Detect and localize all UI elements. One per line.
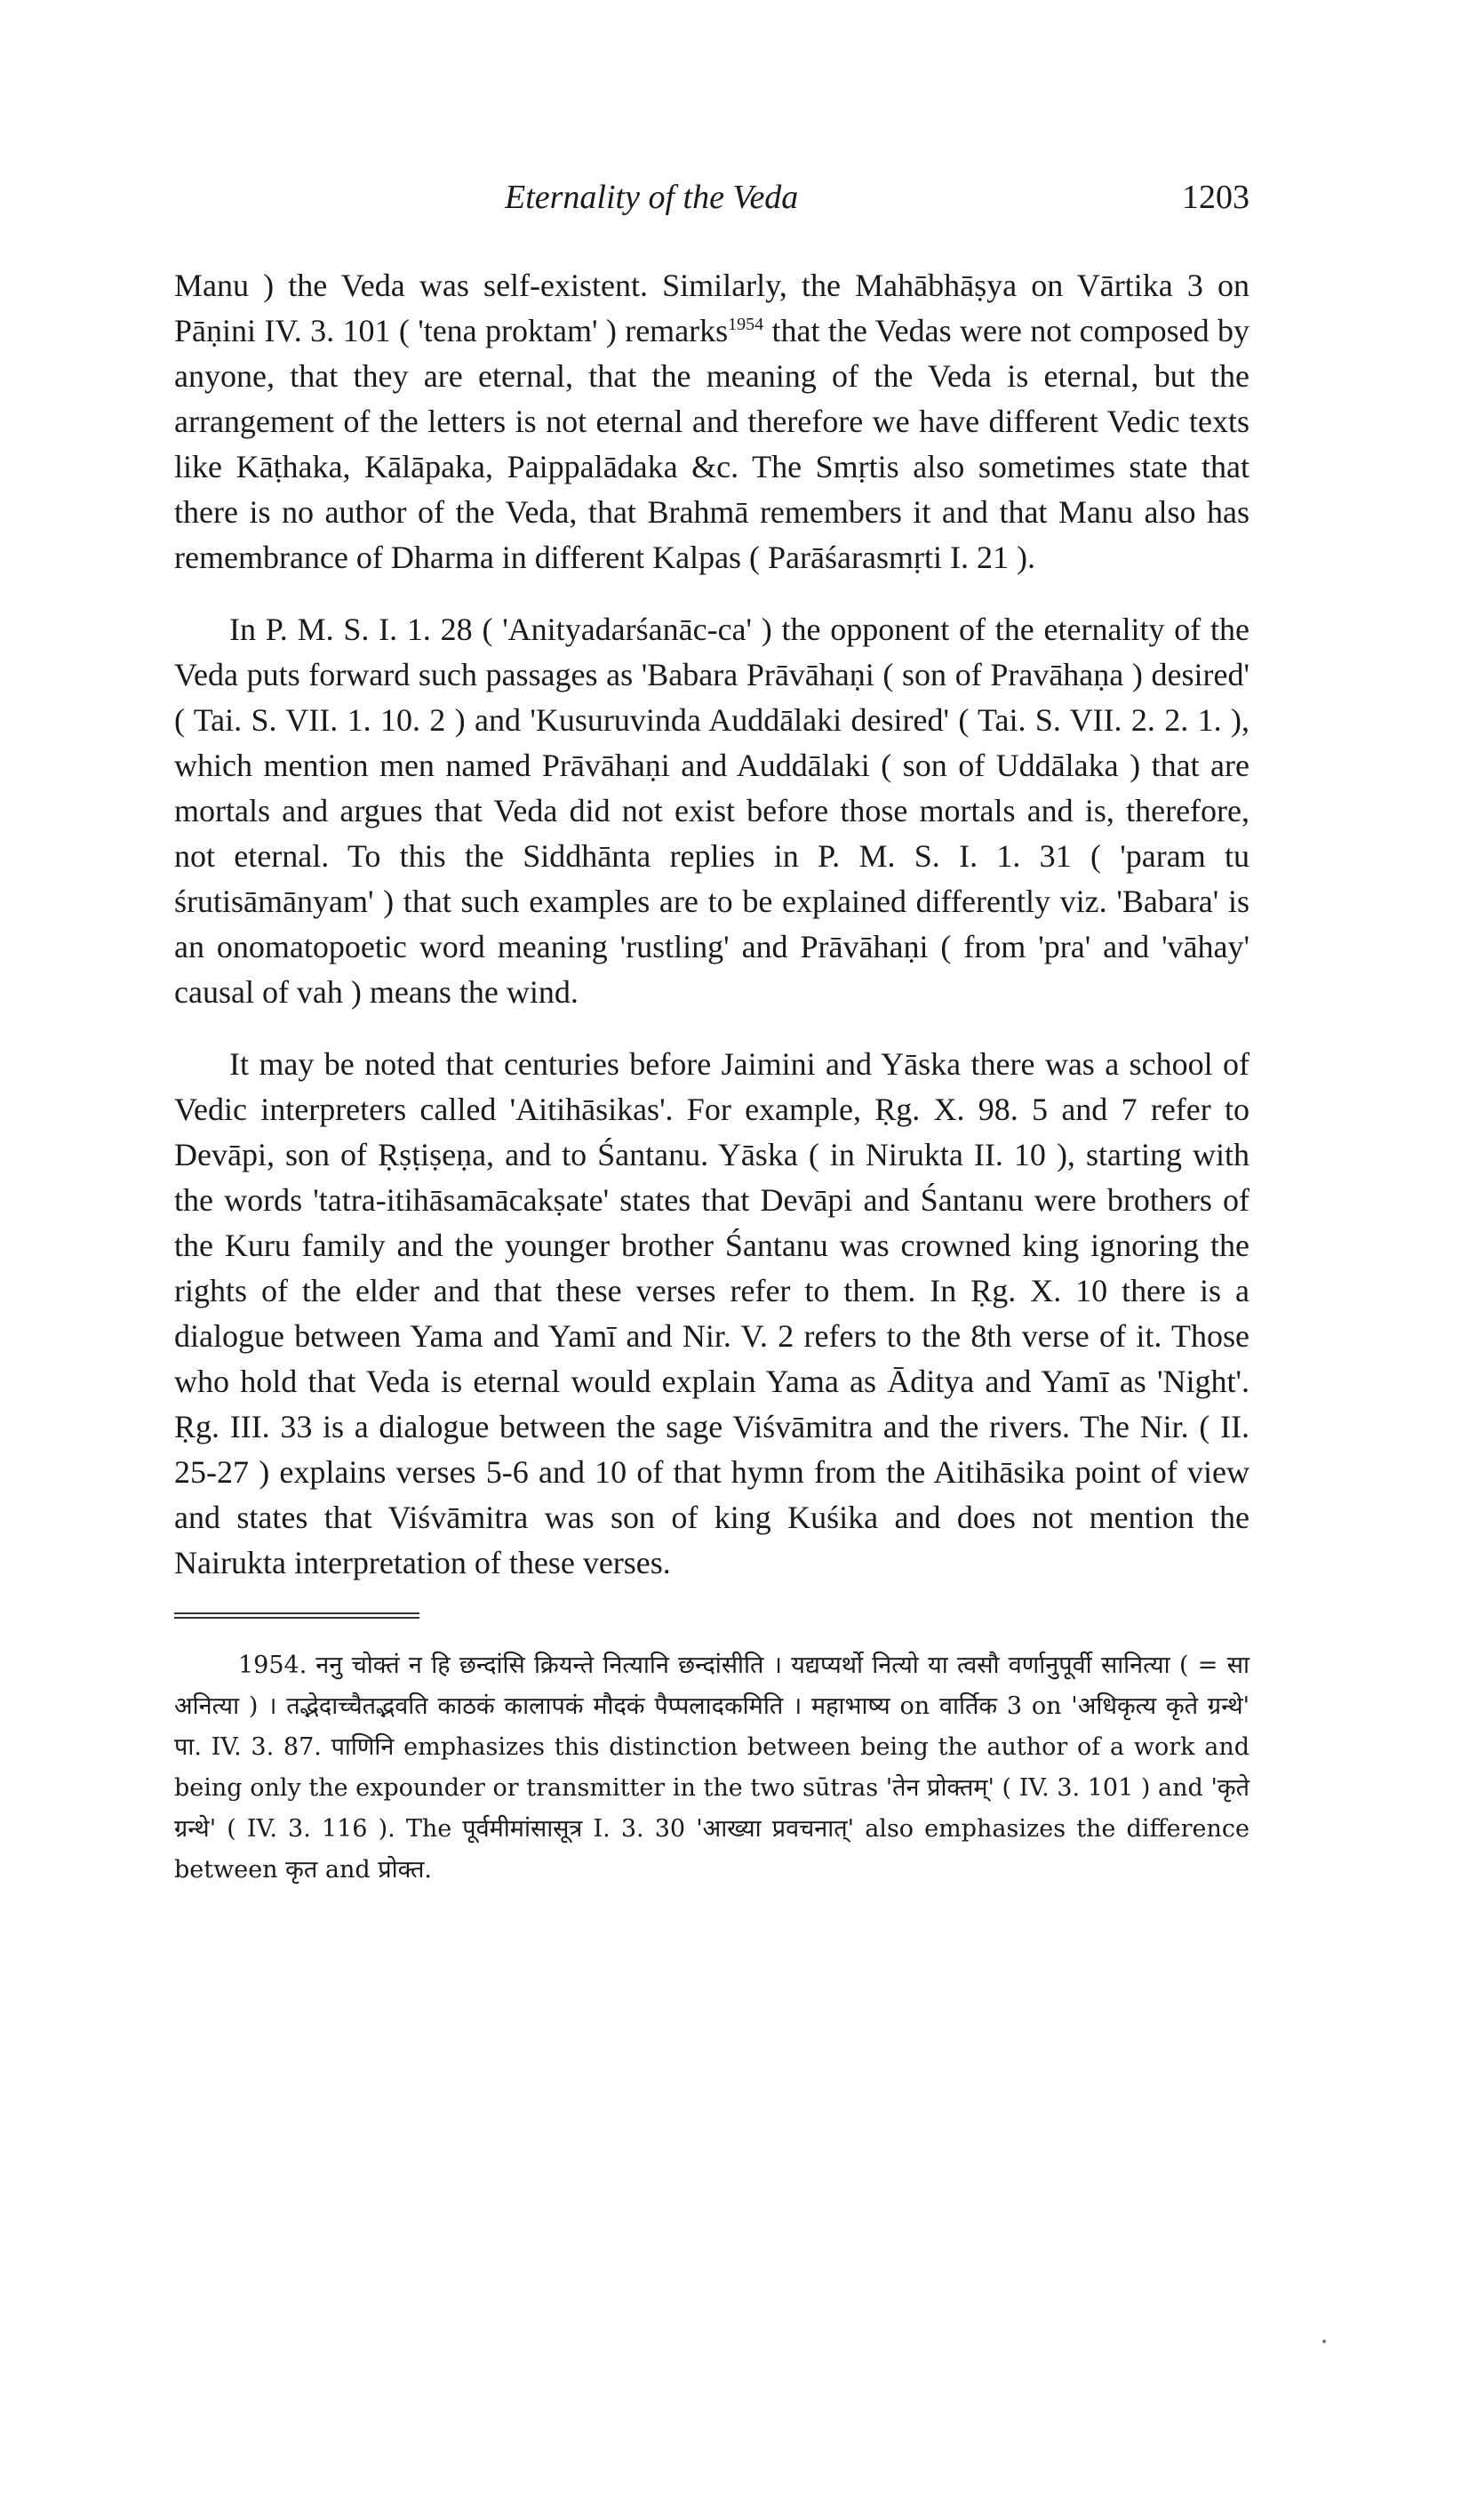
paragraph-1-text-a: Manu ) the Veda was self-existent. Similarly, the Mahābhāṣya on Vārtika 3 on Pāṇini IV. 3. 101 ( 'tena proktam' ) remarks bbox=[174, 268, 1249, 348]
footnote-text: ननु चोक्तं न हि छन्दांसि क्रियन्ते नित्यानि छन्दांसीति । यद्यप्यर्थो नित्यो या त्वसौ वर्णानुपूर्वी सानित्या ( = सा अनित्या ) । तद्भेदाच्चैतद्भवति काठकं कालापकं मौदकं पैप्पलादकमिति । महाभाष्य on वार्तिक 3 on 'अधिकृत्य कृते ग्रन्थे' पा. IV. 3. 87. पाणिनि emphasizes this distinction between being the author of a work and being only the expounder or transmitter in the two sūtras 'तेन प्रोक्तम्' ( IV. 3. 101 ) and 'कृते ग्रन्थे' ( IV. 3. 116 ). The पूर्वमीमांसासूत्र I. 3. 30 'आख्या प्रवचनात्' also emphasizes the difference between कृत and प्रोक्त. bbox=[174, 1652, 1249, 1884]
footnote bbox=[174, 1645, 1249, 1891]
footnote-reference: 1954 bbox=[728, 315, 764, 334]
running-head bbox=[174, 178, 1249, 231]
paragraph-2: In P. M. S. I. 1. 28 ( 'Anityadarśanāc-ca' ) the opponent of the eternality of the Veda puts forward such passages as 'Babara Prāvāhaṇi ( son of Pravāhaṇa ) desired' ( Tai. S. VII. 1. 10. 2 ) and 'Kusuruvinda Auddālaki desired' ( Tai. S. VII. 2. 2. 1. ), which mention men named Prāvāhaṇi and Auddālaki ( son of Uddālaka ) that are mortals and argues that Veda did not exist before those mortals and is, therefore, not eternal. To this the Siddhānta replies in P. M. S. I. 1. 31 ( 'param tu śrutisāmānyam' ) that such examples are to be explained differently viz. 'Babara' is an onomatopoetic word meaning 'rustling' and Prāvāhaṇi ( from 'pra' and 'vāhay' causal of vah ) means the wind. bbox=[174, 612, 1249, 1010]
paragraph-1 bbox=[174, 263, 1249, 580]
page-number: 1203 bbox=[1182, 179, 1249, 216]
running-title: Eternality of the Veda bbox=[505, 179, 799, 216]
paragraph-1-text-b: that the Vedas were not composed by anyone, that they are eternal, that the meaning of the Veda is eternal, but the arrangement of the letters is not eternal and therefore we have different Vedic texts like Kāṭhaka, Kālāpaka, Paippalādaka &c. The Smṛtis also sometimes state that there is no author of the Veda, that Brahmā remembers it and that Manu also has remembrance of Dharma in different Kalpas ( Parāśarasmṛti I. 21 ). bbox=[174, 313, 1249, 575]
footnote-number: 1954. bbox=[238, 1652, 307, 1679]
paragraph-3: It may be noted that centuries before Jaimini and Yāska there was a school of Vedic interpreters called 'Aitihāsikas'. For example, Ṛg. X. 98. 5 and 7 refer to Devāpi, son of Ṛṣṭiṣeṇa, and to Śantanu. Yāska ( in Nirukta II. 10 ), starting with the words 'tatra-itihāsamācakṣate' states that Devāpi and Śantanu were brothers of the Kuru family and the younger brother Śantanu was crowned king ignoring the rights of the elder and that these verses refer to them. In Ṛg. X. 10 there is a dialogue between Yama and Yamī and Nir. V. 2 refers to the 8th verse of it. Those who hold that Veda is eternal would explain Yama as Āditya and Yamī as 'Night'. Ṛg. III. 33 is a dialogue between the sage Viśvāmitra and the rivers. The Nir. ( II. 25-27 ) explains verses 5-6 and 10 of that hymn from the Aitihāsika point of view and states that Viśvāmitra was son of king Kuśika and does not mention the Nairukta interpretation of these verses. bbox=[174, 1046, 1249, 1580]
print-speck bbox=[1322, 2340, 1326, 2343]
body-text bbox=[174, 263, 1249, 1586]
footnote-separator bbox=[174, 1612, 419, 1619]
book-page bbox=[174, 178, 1249, 1891]
